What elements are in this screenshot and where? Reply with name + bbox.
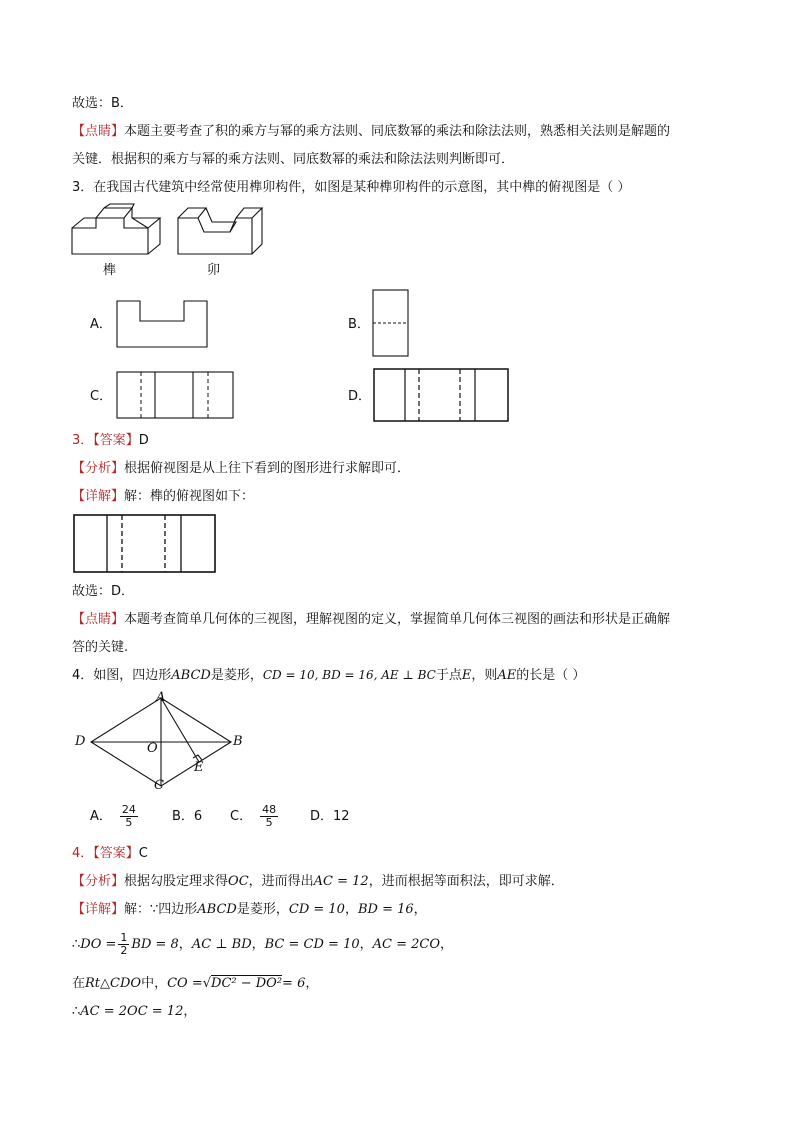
detail-math: BD = 16 bbox=[357, 902, 414, 917]
solution-math: BC = CD = 10 bbox=[264, 937, 360, 952]
point-label-o: O bbox=[147, 741, 158, 756]
q4-option-a bbox=[90, 802, 138, 832]
q3-comment-line-1 bbox=[72, 611, 670, 629]
solution-text: ， bbox=[440, 937, 454, 952]
q4-solution-line-3 bbox=[72, 975, 318, 993]
sqrt-radicand: DC² − DO² bbox=[211, 976, 283, 991]
q3-analysis-line bbox=[72, 460, 410, 478]
answer-value: C bbox=[138, 846, 148, 861]
stem-text: ，则 bbox=[471, 668, 498, 683]
prev-choice: 故选：B． bbox=[72, 96, 133, 111]
comment-text: 本题考查简单几何体的三视图，理解视图的定义，掌握简单几何体三视图的画法和形状是正确解 bbox=[124, 612, 671, 627]
comment-text: 本题主要考查了积的乘方与幂的乘方法则、同底数幂的乘法和除法法则，熟悉相关法则是解题的 bbox=[124, 124, 671, 139]
mortise-shape bbox=[178, 208, 262, 254]
fraction-denominator: 2 bbox=[120, 944, 128, 957]
solution-math: = 6 bbox=[282, 976, 306, 991]
comment-tag: 【点睛】 bbox=[72, 124, 125, 139]
solution-math: Rt△CDO bbox=[85, 976, 142, 991]
solution-math: DO = bbox=[80, 937, 117, 952]
q3-option-a-label: A． bbox=[90, 317, 112, 332]
fraction-denominator: 5 bbox=[125, 816, 133, 829]
q3-solution-figure bbox=[73, 514, 216, 574]
q4-option-b: B．6 bbox=[172, 809, 203, 824]
tenon-mortise-figure bbox=[70, 204, 270, 260]
analysis-tag: 【分析】 bbox=[72, 874, 125, 889]
option-label: C． bbox=[230, 809, 253, 824]
q3-option-a-figure bbox=[116, 300, 208, 348]
detail-text: 是菱形， bbox=[236, 902, 289, 917]
stem-math: ABCD bbox=[171, 668, 211, 683]
prev-comment-line-1 bbox=[72, 123, 670, 141]
q3-option-c-label: C． bbox=[90, 389, 113, 404]
comment-tag: 【点睛】 bbox=[72, 612, 125, 627]
q3-option-b-label: B． bbox=[348, 317, 370, 332]
answer-value: D bbox=[138, 433, 149, 448]
q3-option-b-figure bbox=[372, 289, 409, 357]
point-label-c: C bbox=[154, 778, 164, 793]
fraction-numerator: 48 bbox=[262, 803, 277, 816]
solution-text: ， bbox=[178, 937, 192, 952]
answer-tag: 3．【答案】 bbox=[72, 433, 139, 448]
therefore-symbol: ∴ bbox=[72, 937, 81, 952]
rhombus-figure bbox=[74, 690, 254, 795]
prev-comment-line-2: 关键．根据积的乘方与幂的乘方法则、同底数幂的乘法和除法法则判断即可． bbox=[72, 152, 515, 167]
solution-text: ， bbox=[359, 937, 373, 952]
solution-text: ， bbox=[305, 976, 319, 991]
solution-math: AC ⊥ BD bbox=[191, 937, 252, 952]
solution-text: 中， bbox=[141, 976, 168, 991]
q4-option-c bbox=[230, 802, 278, 832]
q4-detail-line bbox=[72, 901, 427, 919]
fraction-denominator: 5 bbox=[265, 816, 273, 829]
answer-tag: 4．【答案】 bbox=[72, 846, 139, 861]
q4-solution-line-2 bbox=[72, 930, 453, 960]
stem-text: 于点 bbox=[435, 668, 462, 683]
solution-text: ， bbox=[183, 1004, 197, 1019]
q3-stem: 3．在我国古代建筑中经常使用榫卯构件，如图是某种榫卯构件的示意图，其中榫的俯视图是（ ） bbox=[72, 180, 631, 195]
fraction-numerator: 1 bbox=[120, 931, 128, 944]
point-label-d: D bbox=[75, 734, 86, 749]
analysis-text: 根据俯视图是从上往下看到的图形进行求解即可． bbox=[124, 461, 411, 476]
fig-label-tenon: 榫 bbox=[103, 263, 117, 278]
q4-stem bbox=[72, 666, 585, 685]
stem-text: 是菱形， bbox=[210, 668, 263, 683]
q4-option-d: D．12 bbox=[310, 809, 350, 824]
q3-option-d-label: D． bbox=[348, 389, 372, 404]
analysis-text: ，进而得出 bbox=[248, 874, 314, 889]
q4-answer-line bbox=[72, 845, 148, 863]
detail-tag: 【详解】 bbox=[72, 489, 125, 504]
therefore-symbol: ∴ bbox=[72, 1004, 81, 1019]
solution-text: 在 bbox=[72, 976, 86, 991]
q3-option-c-figure bbox=[116, 371, 234, 419]
detail-text: 解：∵四边形 bbox=[124, 902, 198, 917]
fraction-numerator: 24 bbox=[121, 803, 136, 816]
option-label: A． bbox=[90, 809, 112, 824]
q4-solution-line-4 bbox=[72, 1003, 196, 1021]
point-label-a: A bbox=[156, 690, 166, 705]
analysis-text: ，进而根据等面积法，即可求解． bbox=[368, 874, 564, 889]
q3-comment-line-2: 答的关键. bbox=[72, 640, 129, 655]
solution-math: BD = 8 bbox=[131, 937, 179, 952]
q4-analysis-line bbox=[72, 873, 564, 891]
analysis-math: AC = 12 bbox=[313, 874, 369, 889]
tenon-shape bbox=[72, 204, 160, 254]
q3-choice: 故选：D． bbox=[72, 584, 135, 599]
analysis-text: 根据勾股定理求得 bbox=[124, 874, 229, 889]
q3-option-d-figure bbox=[373, 368, 509, 422]
detail-tag: 【详解】 bbox=[72, 902, 125, 917]
solution-text: ， bbox=[251, 937, 265, 952]
detail-math: CD = 10 bbox=[288, 902, 345, 917]
stem-text: 4．如图，四边形 bbox=[72, 668, 172, 683]
stem-math: CD = 10, BD = 16, AE ⊥ BC bbox=[262, 668, 436, 682]
solution-math: AC = 2OC = 12 bbox=[80, 1004, 184, 1019]
q3-detail-line bbox=[72, 488, 254, 506]
stem-math: E bbox=[461, 668, 472, 683]
stem-math: AE bbox=[497, 668, 517, 683]
detail-text: ， bbox=[344, 902, 358, 917]
detail-text: 解：榫的俯视图如下： bbox=[124, 489, 255, 504]
detail-math: ABCD bbox=[197, 902, 237, 917]
solution-math: AC = 2CO bbox=[372, 937, 440, 952]
point-label-e: E bbox=[194, 760, 204, 775]
analysis-tag: 【分析】 bbox=[72, 461, 125, 476]
solution-math: CO = bbox=[167, 976, 203, 991]
stem-text: 的长是（ ） bbox=[516, 668, 586, 683]
analysis-math: OC bbox=[228, 874, 249, 889]
q3-answer-line bbox=[72, 432, 149, 450]
sqrt-sign: √ bbox=[202, 976, 212, 991]
point-label-b: B bbox=[233, 734, 243, 749]
detail-text: ， bbox=[413, 902, 427, 917]
fig-label-mortise: 卯 bbox=[207, 263, 221, 278]
